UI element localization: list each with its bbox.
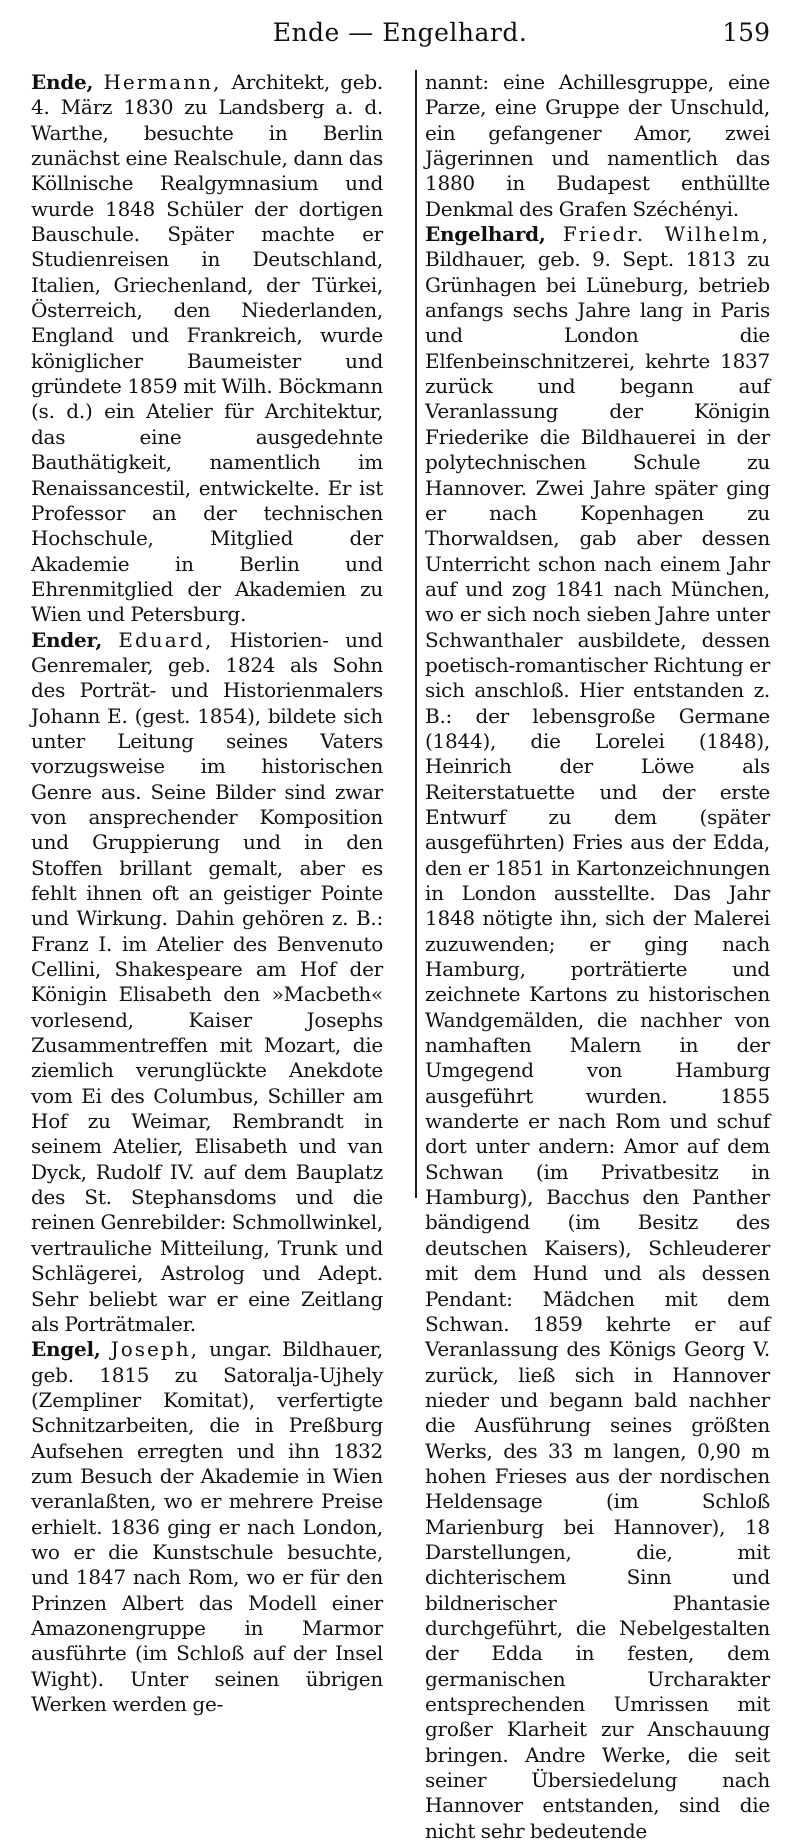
page-number: 159 (722, 18, 770, 47)
left-column (31, 70, 384, 1716)
entry-continuation: nannt: eine Achillesgruppe, eine Parze, eine Gruppe der Unschuld, ein gefangener Amor, zwei Jägerinnen und namentlich das 1880 in Budapest enthüllte Denkmal des Grafen Széchényi. (425, 70, 770, 221)
entry-text: ungar. Bildhauer, geb. 1815 zu Satoralja-Ujhely (Zempliner Komitat), verfertigte Schnitzarbeiten, die in Preßburg Aufsehen erregten und ihn 1832 zum Besuch der Akademie in Wien veranlaßten, wo er mehrere Preise erhielt. 1836 ging er nach London, wo er die Kunstschule besuchte, und 1847 nach Rom, wo er für den Prinzen Albert das Modell einer Amazonengruppe in Marmor ausführte (im Schloß auf der Insel Wight). Unter seinen übrigen Werken werden ge- (31, 1337, 384, 1716)
entry-text: Historien- und Genremaler, geb. 1824 als Sohn des Porträt- und Historienmalers Johann E. (gest. 1854), bildete sich unter Leitung seines Vaters vorzugsweise im historischen Genre aus. Seine Bilder sind zwar von ansprechender Komposition und Gruppierung und in den Stoffen brillant gemalt, aber es fehlt ihnen oft an geistiger Pointe und Wirkung. Dahin gehören z. B.: Franz I. im Atelier des Benvenuto Cellini, Shakespeare am Hof der Königin Elisabeth den »Macbeth« vorlesend, Kaiser Josephs Zusammentreffen mit Mozart, die ziemlich verunglückte Anekdote vom Ei des Columbus, Schiller am Hof zu Weimar, Rembrandt in seinem Atelier, Elisabeth und van Dyck, Rudolf IV. auf dem Bauplatz des St. Stephansdoms und die reinen Genrebilder: Schmollwinkel, vertrauliche Mitteilung, Trunk und Schlägerei, Astrolog und Adept. Sehr beliebt war er eine Zeitlang als Porträtmaler. (31, 627, 383, 1336)
headword: Ender, (31, 627, 103, 652)
headword: Engelhard, (425, 222, 546, 247)
right-column (425, 70, 771, 1843)
headword: Engel, (31, 1337, 101, 1362)
headword: Ende, (31, 70, 94, 94)
entry-engelhard (425, 222, 770, 1844)
given-name: Hermann, (103, 70, 222, 94)
given-name: Eduard, (118, 627, 214, 652)
entry-text: Architekt, geb. 4. März 1830 zu Landsberg a. d. Warthe, besuchte in Berlin zunächst eine Realschule, dann das Köllnische Realgymnasium und wurde 1848 Schüler der dortigen Bauschule. Später machte er Studienreisen in Deutschland, Italien, Griechenland, der Türkei, Österreich, den Niederlanden, England und Frankreich, wurde königlicher Baumeister und gründete 1859 mit Wilh. Böckmann (s. d.) ein Atelier für Architektur, das eine ausgedehnte Bauthätigkeit, namentlich im Renaissancestil, entwickelte. Er ist Professor an der technischen Hochschule, Mitglied der Akademie in Berlin und Ehrenmitglied der Akademien zu Wien und Petersburg. (31, 70, 383, 627)
running-head (30, 18, 770, 52)
given-name: Joseph, (110, 1337, 199, 1362)
column-divider (415, 70, 417, 1198)
entry-text: Bildhauer, geb. 9. Sept. 1813 zu Grünhagen bei Lüneburg, betrieb anfangs sechs Jahre lang in Paris und London die Elfenbeinschnitzerei, kehrte 1837 zurück und begann auf Veranlassung der Königin Friederike die Bildhauerei in der polytechnischen Schule zu Hannover. Zwei Jahre später ging er nach Kopenhagen zu Thorwaldsen, gab aber dessen Unterricht schon nach einem Jahr auf und zog 1841 nach München, wo er sich noch sieben Jahre unter Schwanthaler ausbildete, dessen poetisch-romantischer Richtung er sich anschloß. Hier entstanden z. B.: der lebensgroße Germane (1844), die Lorelei (1848), Heinrich der Löwe als Reiterstatuette und der erste Entwurf zu dem (später ausgeführten) Fries aus der Edda, den er 1851 in Kartonzeichnungen in London ausstellte. Das Jahr 1848 nötigte ihn, sich der Malerei zuzuwenden; er ging nach Hamburg, porträtierte und zeichnete Kartons zu historischen Wandgemälden, die nachher von namhaften Malern in der Umgegend von Hamburg ausgeführt wurden. 1855 wanderte er nach Rom und schuf dort unter andern: Amor auf dem Schwan (im Privatbesitz in Hamburg), Bacchus den Panther bändigend (im Besitz des deutschen Kaisers), Schleuderer mit dem Hund und als dessen Pendant: Mädchen mit dem Schwan. 1859 kehrte er auf Veranlassung des Königs Georg V. zurück, ließ sich in Hannover nieder und begann bald nachher die Ausführung seines größten Werks, des 33 m langen, 0,90 m hohen Frieses aus der nordischen Heldensage (im Schloß Marienburg bei Hannover), 18 Darstellungen, die, mit dichterischem Sinn und bildnerischer Phantasie durchgeführt, die Nebelgestalten der Edda in festen, dem germanischen Urcharakter entsprechenden Umrissen mit großer Klarheit zur Anschauung bringen. Andre Werke, die seit seiner Übersiedelung nach Hannover entstanden, sind die nicht sehr bedeutende (425, 247, 770, 1843)
page-title: Ende — Engelhard. (272, 18, 528, 47)
entry-ender (31, 628, 383, 1338)
entry-engel (31, 1337, 383, 1717)
given-name: Friedr. Wilhelm, (562, 222, 771, 247)
entry-ende (31, 70, 383, 628)
